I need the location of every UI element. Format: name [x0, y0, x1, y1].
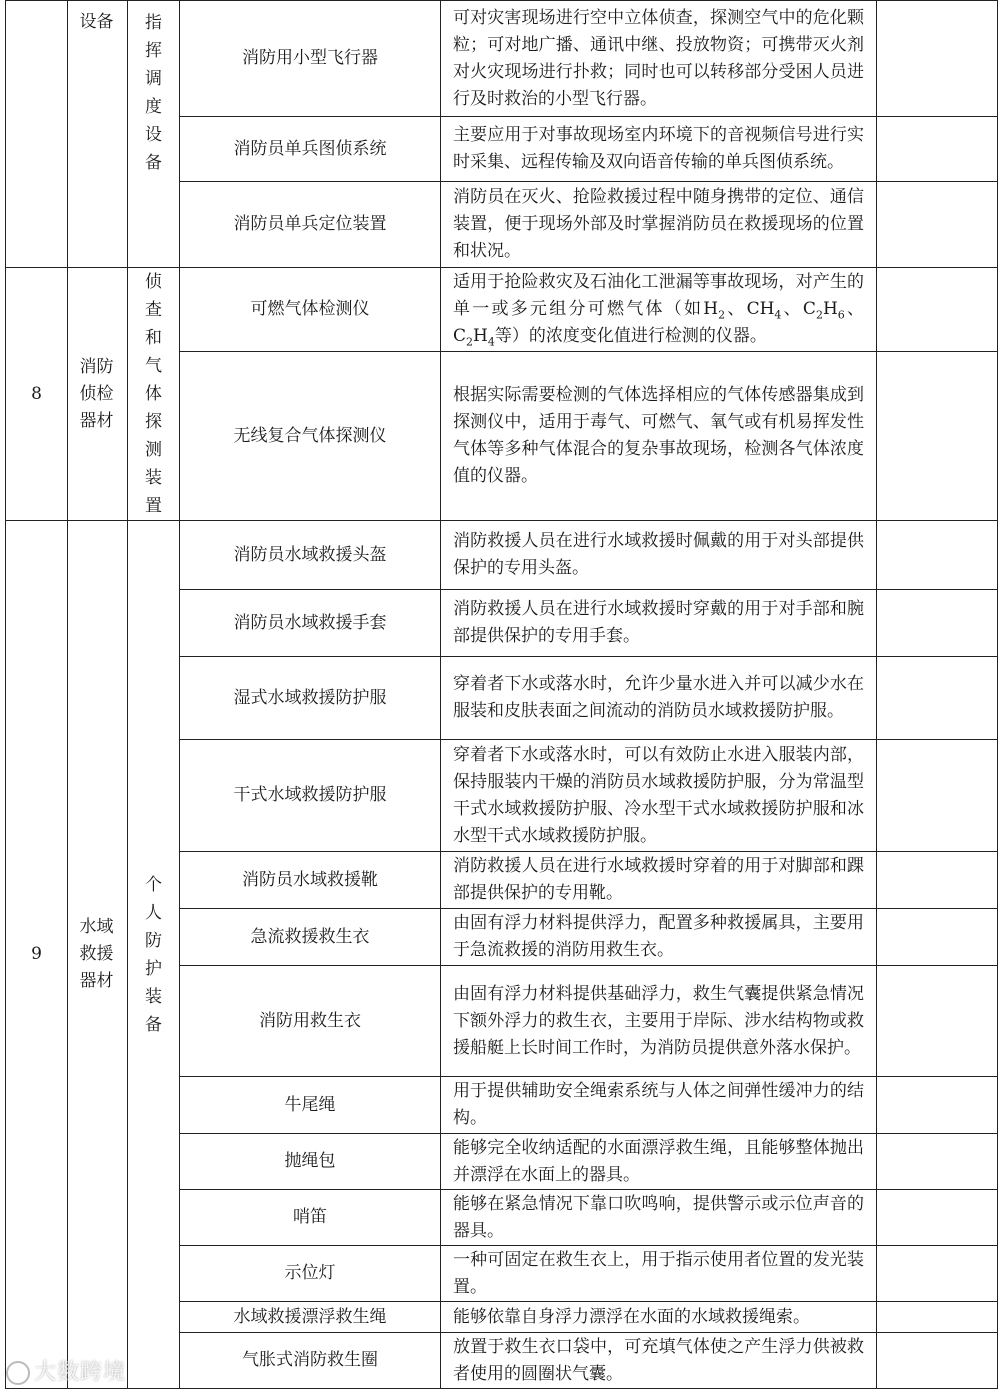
category-cell	[68, 1, 128, 268]
note-cell	[877, 1333, 998, 1389]
item-name: 水域救援漂浮救生绳	[180, 1302, 441, 1333]
item-name: 气胀式消防救生圈	[180, 1333, 441, 1389]
item-description: 能够完全收纳适配的水面漂浮救生绳，且能够整体抛出并漂浮在水面上的器具。	[441, 1134, 877, 1190]
item-name: 示位灯	[180, 1246, 441, 1302]
formula-description	[453, 272, 865, 349]
item-name: 抛绳包	[180, 1134, 441, 1190]
formula-text: 、C	[453, 299, 865, 347]
item-name: 消防员单兵图侦系统	[180, 117, 441, 182]
item-name: 牛尾绳	[180, 1077, 441, 1134]
note-cell	[877, 352, 998, 521]
watermark	[6, 1355, 126, 1386]
category-cell	[68, 521, 128, 1389]
item-description: 放置于救生衣口袋中，可充填气体使之产生浮力供被救者使用的圆圈状气囊。	[441, 1333, 877, 1389]
subcategory-label: 个人防护装备	[145, 874, 162, 1035]
item-description: 消防救援人员在进行水域救援时穿着的用于对脚部和踝部提供保护的专用靴。	[441, 852, 877, 909]
note-cell	[877, 740, 998, 852]
table-row	[6, 1, 998, 117]
note-cell	[877, 966, 998, 1077]
row-number-cell	[6, 1, 68, 268]
item-name: 消防员水域救援手套	[180, 590, 441, 657]
item-name: 哨笛	[180, 1190, 441, 1246]
item-description: 主要应用于对事故现场室内环境下的音视频信号进行实时采集、远程传输及双向语音传输的单兵图侦系统。	[441, 117, 877, 182]
category-label: 水域救援器材	[79, 917, 114, 991]
item-name: 消防用救生衣	[180, 966, 441, 1077]
item-name: 干式水域救援防护服	[180, 740, 441, 852]
subcategory-cell	[128, 268, 180, 521]
note-cell	[877, 1077, 998, 1134]
item-description: 由固有浮力材料提供浮力，配置多种救援属具，主要用于急流救援的消防用救生衣。	[441, 909, 877, 966]
note-cell	[877, 852, 998, 909]
note-cell	[877, 1, 998, 117]
formula-text: 等）的浓度变化值进行检测的仪器。	[494, 326, 767, 347]
note-cell	[877, 1302, 998, 1333]
item-description	[441, 268, 877, 352]
formula-text: 、C	[781, 299, 816, 320]
formula-subscript: 2	[718, 308, 726, 322]
item-description: 可对灾害现场进行空中立体侦查，探测空气中的危化颗粒；可对地广播、通讯中继、投放物资；可携带灭火剂对火灾现场进行扑救；同时也可以转移部分受困人员进行及时救治的小型飞行器。	[441, 1, 877, 117]
note-cell	[877, 1134, 998, 1190]
row-number-cell: 9	[6, 521, 68, 1389]
formula-subscript: 2	[466, 335, 474, 349]
category-label: 设备	[79, 12, 114, 32]
item-name: 可燃气体检测仪	[180, 268, 441, 352]
table-row	[6, 521, 998, 590]
item-description: 穿着者下水或落水时，允许少量水进入并可以减少水在服装和皮肤表面之间流动的消防员水域救援防护服。	[441, 657, 877, 740]
item-description: 消防救援人员在进行水域救援时穿戴的用于对手部和腕部提供保护的专用手套。	[441, 590, 877, 657]
note-cell	[877, 182, 998, 268]
formula-subscript: 2	[815, 308, 823, 322]
subcategory-label: 侦查和气体探测装置	[145, 272, 162, 516]
watermark-text: 大数跨境	[34, 1360, 127, 1385]
item-name: 消防员水域救援头盔	[180, 521, 441, 590]
item-name: 消防员水域救援靴	[180, 852, 441, 909]
note-cell	[877, 1190, 998, 1246]
table-row	[6, 268, 998, 352]
subcategory-cell	[128, 521, 180, 1389]
formula-subscript: 4	[774, 308, 782, 322]
item-description: 用于提供辅助安全绳索系统与人体之间弹性缓冲力的结构。	[441, 1077, 877, 1134]
note-cell	[877, 1246, 998, 1302]
item-description: 根据实际需要检测的气体选择相应的气体传感器集成到探测仪中，适用于毒气、可燃气、氧气或有机易挥发性气体等多种气体混合的复杂事故现场，检测各气体浓度值的仪器。	[441, 352, 877, 521]
note-cell	[877, 909, 998, 966]
note-cell	[877, 521, 998, 590]
equipment-table	[5, 0, 998, 1389]
category-cell	[68, 268, 128, 521]
item-description: 一种可固定在救生衣上，用于指示使用者位置的发光装置。	[441, 1246, 877, 1302]
subcategory-cell	[128, 1, 180, 268]
item-name: 无线复合气体探测仪	[180, 352, 441, 521]
formula-text: 适用于抢险救灾及石油化工泄漏等事故现场，对产生的单一或多元组分可燃气体（如H	[453, 272, 864, 320]
note-cell	[877, 268, 998, 352]
item-name: 湿式水域救援防护服	[180, 657, 441, 740]
formula-text: 、CH	[725, 299, 775, 320]
formula-text: H	[822, 299, 838, 320]
formula-subscript: 4	[487, 335, 495, 349]
category-label: 消防侦检器材	[79, 356, 114, 431]
note-cell	[877, 657, 998, 740]
item-name: 消防用小型飞行器	[180, 1, 441, 117]
item-description: 能够在紧急情况下靠口吹鸣响，提供警示或示位声音的器具。	[441, 1190, 877, 1246]
weibo-logo-icon	[6, 1361, 30, 1385]
row-number-cell: 8	[6, 268, 68, 521]
item-description: 能够依靠自身浮力漂浮在水面的水域救援绳索。	[441, 1302, 877, 1333]
item-name: 急流救援救生衣	[180, 909, 441, 966]
item-description: 穿着者下水或落水时，可以有效防止水进入服装内部，保持服装内干燥的消防员水域救援防护服，分为常温型干式水域救援防护服、冷水型干式水域救援防护服和冰水型干式水域救援防护服。	[441, 740, 877, 852]
subcategory-label: 指挥调度设备	[145, 13, 162, 173]
formula-text: H	[473, 326, 488, 347]
item-name: 消防员单兵定位装置	[180, 182, 441, 268]
formula-subscript: 6	[837, 308, 845, 322]
item-description: 消防员在灭火、抢险救援过程中随身携带的定位、通信装置，便于现场外部及时掌握消防员在救援现场的位置和状况。	[441, 182, 877, 268]
item-description: 消防救援人员在进行水域救援时佩戴的用于对头部提供保护的专用头盔。	[441, 521, 877, 590]
note-cell	[877, 117, 998, 182]
item-description: 由固有浮力材料提供基础浮力，救生气囊提供紧急情况下额外浮力的救生衣，主要用于岸际、涉水结构物或救援船艇上长时间工作时，为消防员提供意外落水保护。	[441, 966, 877, 1077]
note-cell	[877, 590, 998, 657]
